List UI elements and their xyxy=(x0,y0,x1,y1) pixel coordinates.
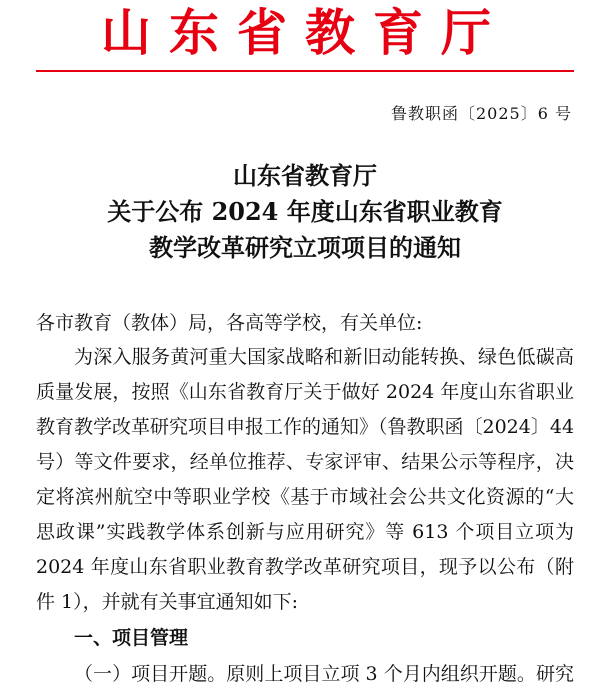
document-title-line-2: 关于公布 2024 年度山东省职业教育 xyxy=(107,197,503,226)
paragraph-line: 2024 年度山东省职业教育教学改革研究项目，现予以公布（附 xyxy=(36,556,574,578)
paragraph-line: 质量发展，按照《山东省教育厅关于做好 2024 年度山东省职业 xyxy=(36,381,574,403)
paragraph-line: 定将滨州航空中等职业学校《基于市域社会公共文化资源的“大 xyxy=(36,486,574,508)
document-title-line-3: 教学改革研究立项项目的通知 xyxy=(149,233,461,262)
paragraph-line: 号）等文件要求，经单位推荐、专家评审、结果公示等程序，决 xyxy=(36,451,574,473)
salutation: 各市教育（教体）局，各高等学校，有关单位: xyxy=(36,312,423,334)
letterhead-org-name: 山东省教育厅 xyxy=(101,3,509,62)
paragraph-line: 件 1），并就有关事宜通知如下: xyxy=(36,591,299,613)
document-title-line-1: 山东省教育厅 xyxy=(233,161,377,190)
section-first-line: （一）项目开题。原则上项目立项 3 个月内组织开题。研究 xyxy=(74,663,574,685)
letterhead-red-rule xyxy=(36,70,574,72)
paragraph-line: 教育教学改革研究项目申报工作的通知》（鲁教职函〔2024〕44 xyxy=(36,416,574,438)
document-number: 鲁教职函〔2025〕6 号 xyxy=(391,104,572,123)
paragraph-line: 为深入服务黄河重大国家战略和新旧动能转换、绿色低碳高 xyxy=(74,346,574,368)
paragraph-line: 思政课”实践教学体系创新与应用研究》等 613 个项目立项为 xyxy=(36,521,574,543)
section-heading-project-management: 一、项目管理 xyxy=(74,627,189,649)
